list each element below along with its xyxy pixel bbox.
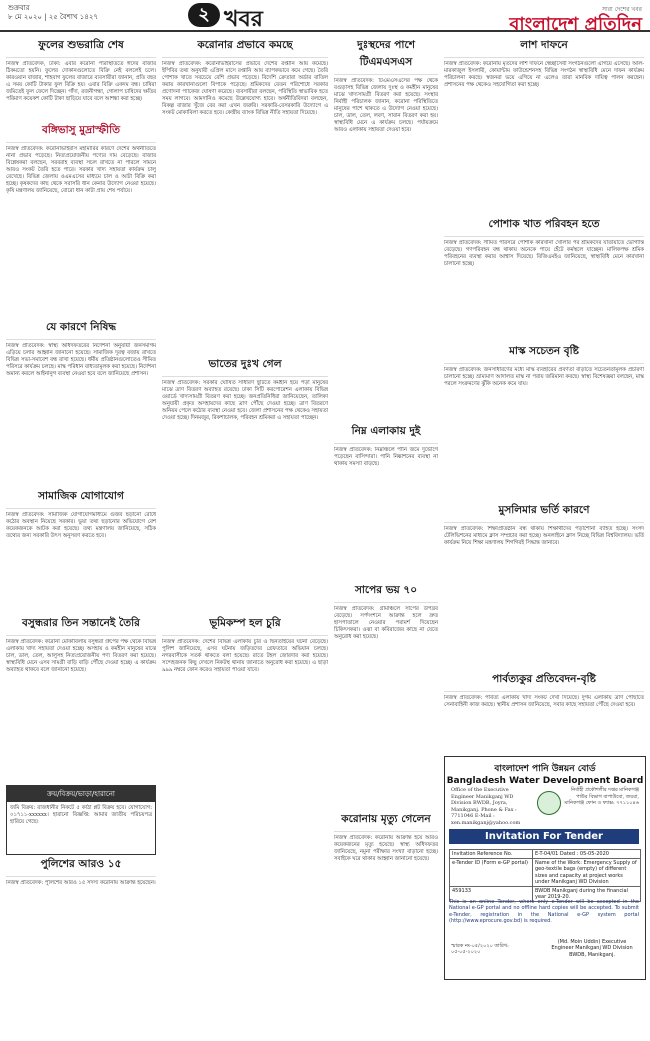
article-body: নিজস্ব প্রতিবেদক: করোনাভাইরাস মহামারির কারণে দেশের অর্থনীতিতে নানা প্রভাব পড়েছে। নিত্যপ্রয়োজনীয় পণ্যের দাম বেড়েছে। বাজার বিশ্লেষকরা বলছেন, সরবরাহ ব্যবস্থা সচল রাখতে না পারলে সামনে আরও সংকট তৈরি হতে পারে। সরকার খাদ্য সহায়তা কার্যক্রম চালু রেখেছে। বিভিন্ন জেলায় ওএমএসের মাধ্যমে চাল ও আটা বিক্রি করা হচ্ছে। কৃষকদের কাছ থেকে সরাসরি ধান কেনার উদ্যোগ নেওয়া হয়েছে। কৃষি মন্ত্রণালয় জানিয়েছে, বোরো ধান কাটা প্রায় শেষ পর্যায়ে। — [6, 146, 156, 194]
section-title: খবর — [224, 7, 263, 32]
article-body: নিজস্ব প্রতিবেদক: করোনায় আক্রান্ত হয়ে আরও কয়েকজনের মৃত্যু হয়েছে। স্বাস্থ্য অধিদফতর জানিয়েছে, নমুনা পরীক্ষার সংখ্যা বাড়ানো হচ্ছে। সবাইকে ঘরে থাকার আহ্বান জানানো হয়েছে। — [334, 835, 438, 862]
article-body: নিজস্ব প্রতিবেদক: জনসাধারণের মধ্যে মাস্ক ব্যবহারের প্রবণতা বাড়াতে সচেতনতামূলক প্রচারণা চালানো হচ্ছে। ভ্রাম্যমাণ আদালত মাস্ক না পরায় জরিমানা করছে। স্বাস্থ্য বিশেষজ্ঞরা বলছেন, মাস্ক পরলে সংক্রমণের ঝুঁকি অনেক কমে যায়। — [444, 367, 644, 387]
ad-office-bengali: নির্বাহী প্রকৌশলীর দপ্তর মানিকগঞ্জ পাউর বিভাগ বাপাউবো, জয়রা, মানিকগঞ্জ ফোন ও ফ্যাক্স: ৭৭১১০৪৬ — [564, 787, 639, 806]
article-body: নিজস্ব প্রতিবেদক: করোনায় মৃতদের লাশ দাফনে স্বেচ্ছাসেবী সংগঠনগুলো এগিয়ে এসেছে। আল-মারকাজুল ইসলামী, কোয়ান্টাম ফাউন্ডেশনসহ বিভিন্ন সংগঠন স্বাস্থ্যবিধি মেনে দাফন কার্যক্রম পরিচালনা করছে। স্বজনরা ভয়ে এগিয়ে না এলেও তারা মানবিক দায়িত্ব পালন করছেন। প্রশাসনের পক্ষ থেকেও সহযোগিতা করা হচ্ছে। — [444, 61, 644, 88]
headline[interactable]: ভূমিকম্প হল চুরি — [162, 616, 328, 636]
article-body: নিজস্ব প্রতিবেদক: নিম্নাঞ্চলে পানি জমে দুর্ভোগে পড়েছেন বাসিন্দারা। পানি নিষ্কাশনের ব্যবস্থা না থাকায় সমস্যা বাড়ছে। — [334, 447, 438, 467]
article-body: নিজস্ব প্রতিবেদক: পুলিশের আরও ১৫ সদস্য করোনায় আক্রান্ত হয়েছেন। — [6, 880, 156, 886]
table-row — [450, 859, 641, 887]
table-cell: BWDB Manikganj during the financial year 2019-20. — [533, 887, 641, 902]
column-1 — [6, 36, 156, 914]
headline[interactable]: লাশ দাফনে — [444, 38, 644, 58]
bwdb-logo-icon — [537, 791, 561, 815]
article-body: নিজস্ব প্রতিবেদক: দেশের বিভিন্ন এলাকায় চুরি ও ছিনতাইয়ের ঘটনা বেড়েছে। পুলিশ জানিয়েছে, এসব ঘটনায় জড়িতদের গ্রেফতারে অভিযান চলছে। নগরবাসীকে সতর্ক থাকতে বলা হয়েছে। রাতে টহল জোরদার করা হয়েছে। সন্দেহজনক কিছু দেখলে নিকটস্থ থানায় জানাতে অনুরোধ করা হয়েছে। এ ছাড়া ৯৯৯ নম্বরে ফোন করেও সহায়তা পাওয়া যাবে। — [162, 639, 328, 673]
headline[interactable]: পার্বত্যকুর প্রতিবেদন-বৃষ্টি — [444, 672, 644, 692]
table-cell: E-T-04/01 Dated : 05-05-2020 — [533, 850, 641, 859]
classified-box — [6, 785, 156, 855]
brand-subtitle: সারা দেশের খবর — [602, 6, 642, 13]
masthead — [0, 0, 650, 35]
headline[interactable]: বঙ্গিভাসু মুদ্রাস্ফীতি — [6, 123, 156, 143]
headline[interactable]: সামাজিক যোগাযোগ — [6, 489, 156, 509]
headline[interactable]: নিম্ন এলাকায় দুই — [334, 424, 438, 444]
headline[interactable]: পোশাক খাত পরিবহন হতে — [444, 217, 644, 237]
article-body: নিজস্ব প্রতিবেদক: শিক্ষাপ্রতিষ্ঠান বন্ধ থাকায় শিক্ষার্থীদের পড়াশোনা ব্যাহত হচ্ছে। সংসদ টেলিভিশনের মাধ্যমে ক্লাস সম্প্রচার করা হচ্ছে। অনলাইনে ক্লাস নিচ্ছে বিভিন্ন বিশ্ববিদ্যালয়। ভর্তি কার্যক্রম নিয়ে শিক্ষা মন্ত্রণালয় শিগগিরই সিদ্ধান্ত জানাবে। — [444, 526, 644, 546]
date-block — [8, 4, 98, 22]
classified-title: ক্রয়/বিক্রয়/ভাড়া/হারানো — [7, 786, 155, 802]
tender-advertisement — [444, 756, 646, 980]
headline[interactable]: মাস্ক সচেতন বৃষ্টি — [444, 344, 644, 364]
headline[interactable]: বসুন্ধরার তিন সন্তানেই তৈরি — [6, 616, 156, 636]
column-4 — [444, 36, 644, 785]
ad-org-bengali: বাংলাদেশ পানি উন্নয়ন বোর্ড — [494, 764, 596, 774]
article-body: নিজস্ব প্রতিবেদক: টিএমএসএসের পক্ষ থেকে বগুড়াসহ বিভিন্ন জেলায় দুঃস্থ ও কর্মহীন মানুষের মাঝে খাদ্যসামগ্রী বিতরণ করা হয়েছে। সংস্থার নির্বাহী পরিচালক জানান, করোনা পরিস্থিতিতে মানুষের পাশে থাকতে এ উদ্যোগ নেওয়া হয়েছে। চাল, ডাল, তেল, লবণ, সাবান বিতরণ করা হয়। স্বাস্থ্যবিধি মেনে এ কার্যক্রম চলছে। পর্যায়ক্রমে আরও এলাকায় সহায়তা দেওয়া হবে। — [334, 78, 438, 133]
headline[interactable]: মুসলিমার ভর্তি কারণে — [444, 503, 644, 523]
article-body: নিজস্ব প্রতিবেদক: গ্রামাঞ্চলে সাপের উপদ্রব বেড়েছে। সর্পদংশনে আক্রান্ত হলে দ্রুত হাসপাতালে নেওয়ার পরামর্শ দিয়েছেন চিকিৎসকরা। ওঝা বা কবিরাজের কাছে না যেতে অনুরোধ করা হয়েছে। — [334, 606, 438, 640]
headline[interactable]: সাপের ভয় ৭০ — [334, 583, 438, 603]
headline[interactable]: ফুলের শুভরাত্রি শেষ — [6, 38, 156, 58]
table-cell: Invitation Reference No. — [450, 850, 533, 859]
ad-online-notice: This is an online Tender, where only e-Tender will be accepted in the National e-GP portal and no offline hard copies will be accepted. To submit e-Tender, registration in the National e-GP system portal (http://www.eprocure.gov.bd) is required. — [449, 899, 639, 925]
column-3 — [334, 36, 438, 1041]
article-body: নিজস্ব প্রতিবেদক: সীমিত পরিসরে পোশাক কারখানা খোলার পর শ্রমিকদের যাতায়াতে ভোগান্তি বেড়েছে। গণপরিবহন বন্ধ থাকায় অনেকে পায়ে হেঁটে কর্মস্থলে যাচ্ছেন। মালিকপক্ষ শ্রমিক পরিবহনের ব্যবস্থা করার আশ্বাস দিয়েছে। বিজিএমইএ জানিয়েছে, স্বাস্থ্যবিধি মেনে কারখানা চালানো হচ্ছে। — [444, 240, 644, 267]
table-cell: Name of the Work: Emergency Supply of geo-textile bags (empty) of different sizes and capacity at project works under Manikganj WD Division — [533, 859, 641, 887]
newspaper-brand — [509, 4, 642, 35]
tender-table — [449, 849, 641, 902]
table-cell: e-Tender ID (Form e-GP portal) — [450, 859, 533, 887]
classified-body: জমি বিক্রয়: রাজধানীর নিকটে ৫ কাঠা প্লট বিক্রয় হবে। যোগাযোগ: ০১৭১১-xxxxxx। হারানো বিজ্ঞপ্তি: আমার জাতীয় পরিচয়পত্র হারিয়ে গেছে। — [10, 805, 152, 825]
article-body: নিজস্ব প্রতিবেদক, ঢাকা: এবার করোনা পরিস্থিতিতে ঈদের বাজার ঠিকমতো হয়নি। ফুলের দোকানগুলোতে বিক্রি নেই বললেই চলে। কারওয়ান বাজার, শাহবাগ ফুলের বাজারে ব্যবসায়ীরা জানান, প্রতি বছর এ সময় কোটি টাকার ফুল বিক্রি হয়। এবার বিক্রি একদম বন্ধ। চাষিরা জমিতেই ফুল ফেলে দিচ্ছেন। গাঁদা, রজনীগন্ধা, গোলাপ চাষিদের ক্ষতির পরিমাণ কয়েকশ কোটি টাকা ছাড়িয়ে যাবে বলে আশঙ্কা করা হচ্ছে। — [6, 61, 156, 102]
headline[interactable]: ভাতের দুঃখ গেল — [162, 357, 328, 377]
headline[interactable]: করোনার প্রভাবে কমছে — [162, 38, 328, 58]
page-number-badge: ২ — [188, 3, 220, 27]
article-body: নিজস্ব প্রতিবেদক: স্বাস্থ্য অধিদফতরের নির্দেশনা অনুযায়ী জনসমাগম এড়িয়ে চলার আহ্বান জানানো হয়েছে। সামাজিক দূরত্ব বজায় রাখতে বিভিন্ন সভা-সমাবেশ বন্ধ রাখা হয়েছে। ধর্মীয় প্রতিষ্ঠানগুলোতেও সীমিত পরিসরে কার্যক্রম চলছে। মাস্ক পরিধান বাধ্যতামূলক করা হয়েছে। নির্দেশনা অমান্য করলে আইনানুগ ব্যবস্থা নেওয়া হবে বলে জানিয়েছে প্রশাসন। — [6, 343, 156, 377]
article-body: নিজস্ব প্রতিবেদক: পার্বত্য এলাকায় খাদ্য সংকট দেখা দিয়েছে। দুর্গম এলাকায় ত্রাণ পৌঁছাতে সেনাবাহিনী কাজ করছে। স্থানীয় প্রশাসন জানিয়েছে, সবার কাছে সহায়তা পৌঁছে দেওয়া হবে। — [444, 695, 644, 708]
column-2 — [162, 36, 328, 1005]
article-body: নিজস্ব প্রতিবেদক: করোনাভাইরাসের প্রভাবে দেশের রপ্তানি আয় কমেছে। ইপিবির তথ্য অনুযায়ী এপ্রিল মাসে রপ্তানি আয় ব্যাপকভাবে কমে গেছে। তৈরি পোশাক খাতে সবচেয়ে বেশি প্রভাব পড়েছে। বিদেশি ক্রেতারা অর্ডার বাতিল করায় কারখানাগুলো বিপাকে পড়েছে। শ্রমিকদের বেতন পরিশোধে সরকার প্রণোদনা প্যাকেজ ঘোষণা করেছে। ব্যবসায়ীরা বলছেন, পরিস্থিতি স্বাভাবিক হতে সময় লাগবে। আমদানিও কমেছে উল্লেখযোগ্য হারে। অর্থনীতিবিদরা বলছেন, বিকল্প বাজার খুঁজে বের করা এখন জরুরি। সরকারি-বেসরকারি উদ্যোগে এ সংকট মোকাবিলা করতে হবে। কেন্দ্রীয় ব্যাংক বিভিন্ন নীতি সহায়তা দিয়েছে। — [162, 61, 328, 116]
article-body: নিজস্ব প্রতিবেদক: সামাজিক যোগাযোগমাধ্যমে গুজব ছড়ানো রোধে কঠোর অবস্থান নিয়েছে সরকার। ভুয়া তথ্য ছড়ানোর অভিযোগে বেশ কয়েকজনকে আটক করা হয়েছে। তথ্য মন্ত্রণালয় জানিয়েছে, সঠিক তথ্যের জন্য সরকারি উৎস অনুসরণ করতে হবে। — [6, 512, 156, 539]
date-detail: ৮ মে ২০২০ | ২৫ বৈশাখ ১৪২৭ — [8, 13, 98, 21]
brand-logo-text: বাংলাদেশ প্রতিদিন — [509, 14, 642, 35]
ad-signature: (Md. Moin Uddin) Executive Engineer Manikganj WD Division BWDB, Manikganj. — [551, 939, 633, 958]
headline[interactable]: দুঃস্থদের পাশে টিএমএসএস — [334, 38, 438, 75]
article-body: নিজস্ব প্রতিবেদক: সরকার ঘোষিত সাধারণ ছুটিতে কর্মহীন হয়ে পড়া মানুষের মাঝে ত্রাণ বিতরণ অব্যাহত রয়েছে। ঢাকা সিটি করপোরেশন এলাকায় বিভিন্ন ওয়ার্ডে খাদ্যসামগ্রী বিতরণ করা হচ্ছে। জনপ্রতিনিধিরা জানিয়েছেন, তালিকা অনুযায়ী প্রকৃত অসহায়দের কাছে ত্রাণ পৌঁছে দেওয়া হচ্ছে। ত্রাণ বিতরণে অনিয়ম পেলে কঠোর ব্যবস্থা নেওয়া হবে। জেলা প্রশাসনের পক্ষ থেকেও সহায়তা দেওয়া হচ্ছে। দিনমজুর, রিকশাচালক, পরিবহন শ্রমিকরা এ সহায়তা পাচ্ছেন। — [162, 380, 328, 421]
article-body: নিজস্ব প্রতিবেদক: করোনা মোকাবিলায় বসুন্ধরা গ্রুপের পক্ষ থেকে বিভিন্ন এলাকায় খাদ্য সহায়তা দেওয়া হচ্ছে। অসহায় ও কর্মহীন মানুষের মাঝে চাল, ডাল, তেল, আলুসহ নিত্যপ্রয়োজনীয় পণ্য বিতরণ করা হয়েছে। স্বাস্থ্যবিধি মেনে এসব সামগ্রী বাড়ি বাড়ি পৌঁছে দেওয়া হচ্ছে। এ কার্যক্রম অব্যাহত থাকবে বলে জানানো হয়েছে। — [6, 639, 156, 673]
headline[interactable]: পুলিশের আরও ১৫ — [6, 857, 156, 877]
headline[interactable]: যে কারণে নিষিদ্ধ — [6, 320, 156, 340]
ad-office-english: Office of the Executive Engineer Manikganj WD Division BWDB, Joyra, Manikganj. Phone & Fax : 7711046 E-Mail : xen.manikganj@yahoo.com — [451, 787, 521, 826]
ad-org-english: Bangladesh Water Development Board — [446, 776, 644, 786]
day-label: শুক্রবার — [8, 4, 30, 12]
headline[interactable]: করোনায় মৃত্যু গেলেন — [334, 812, 438, 832]
table-row — [450, 850, 641, 859]
table-cell: 459133 — [450, 887, 533, 902]
ad-banner: Invitation For Tender — [449, 829, 639, 844]
ad-memo: স্মারক নং-০৫/২০২০ তারিখ: ০৫-০৫-২০২০ — [451, 943, 509, 956]
